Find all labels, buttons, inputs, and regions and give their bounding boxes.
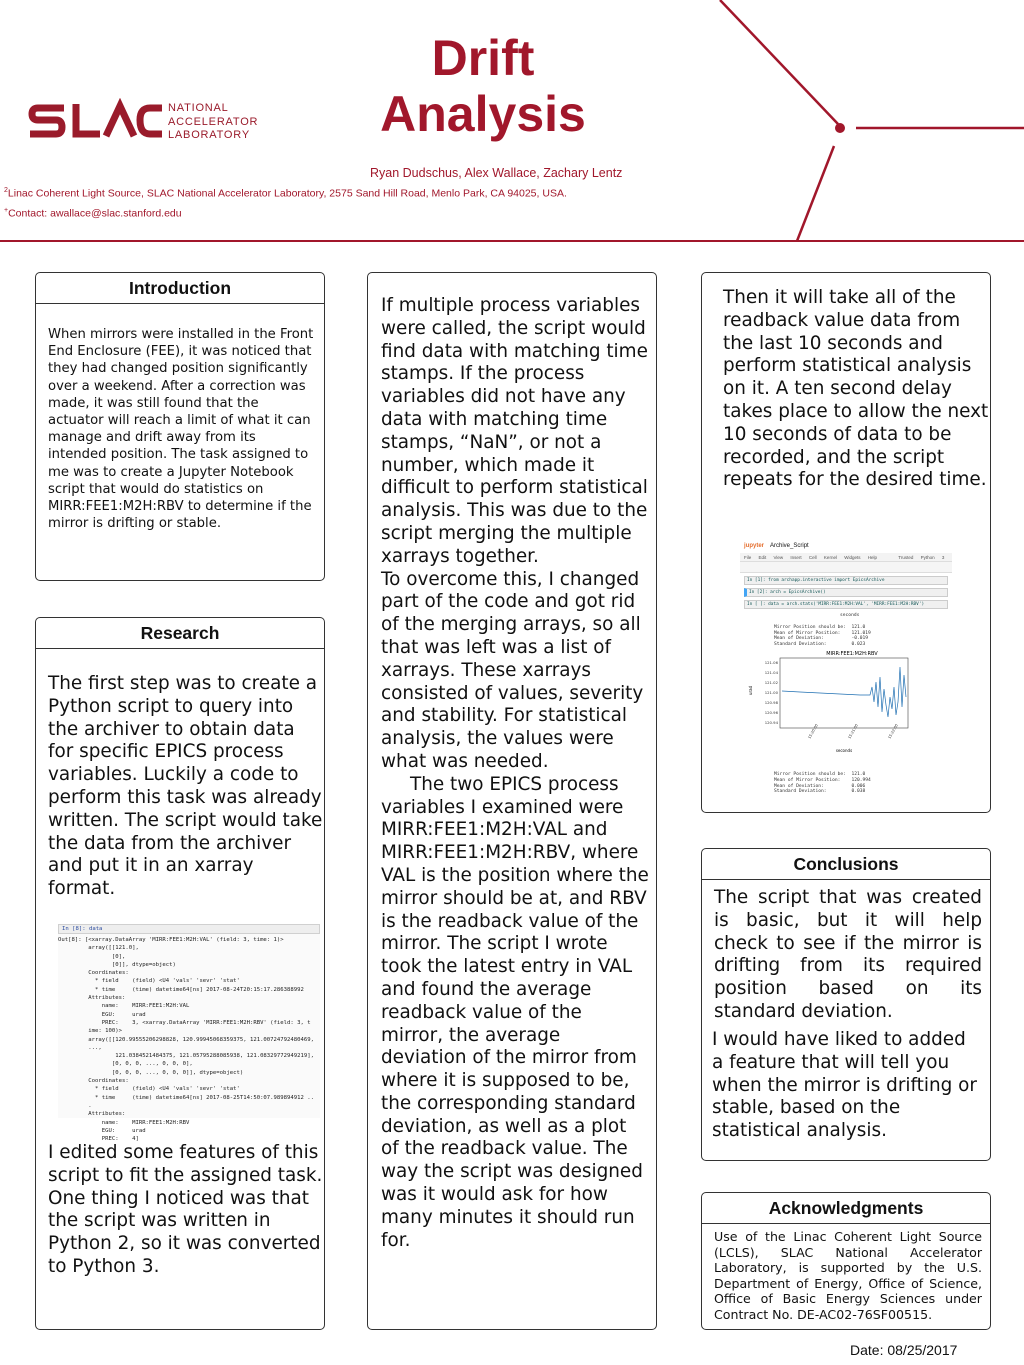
acknowledgments-body: Use of the Linac Coherent Light Source (LCLS), SLAC National Accelerator Laboratory, is supported by the U.S. Department of Energy, Office of Science, Office of Basic Energy Sciences under Contract No. DE-AC02-76SF00515.	[714, 1229, 982, 1322]
y-tick-1: 121.06	[764, 660, 778, 666]
notebook-header	[740, 539, 952, 553]
notebook-toolbar	[740, 562, 952, 573]
readback-series-line	[782, 667, 906, 717]
results-paragraph: Then it will take all of the readback value data from the last 10 seconds and perform statistical analysis on it. A ten second delay takes place to allow the next 10 seconds of data to be recorded, and the script repeats for the desired time.	[723, 287, 989, 491]
logo-line-3: LABORATORY	[168, 129, 250, 141]
conclusions-heading: Conclusions	[702, 849, 990, 880]
introduction-body: When mirrors were installed in the Front End Enclosure (FEE), it was noticed that they had changed position significantly over a weekend. After a correction was made, it was still found that the actuator will reach a limit of what it can manage and drift away from its intended position. The task assigned to me was to create a Jupyter Notebook script that would do statistics on MIRR:FEE1:M2H:RBV to determine if the mirror is drifting or stable.	[48, 327, 314, 532]
logo-line-1: NATIONAL	[168, 102, 229, 114]
notebook-cell-2: In [2]: arch = EpicsArchive()	[744, 588, 948, 597]
research-panel	[35, 617, 325, 1330]
notebook-menu	[740, 553, 952, 562]
code-screenshot	[58, 924, 320, 1143]
contact	[4, 207, 182, 220]
notebook-menu-items: File Edit View Insert Cell Kernel Widgets Help	[744, 555, 877, 560]
code-input: data	[88, 926, 103, 932]
notebook-name: Archive_Script	[770, 543, 809, 549]
notebook-cell-3: In [ ]: data = arch.stats('MIRR:FEE1:M2H:VAL', 'MIRR:FEE1:M2H:RBV')	[744, 600, 948, 609]
authors: Ryan Dudschus, Alex Wallace, Zachary Lentz	[370, 166, 623, 180]
y-tick-5: 120.98	[764, 700, 778, 706]
notebook-cell-1: In [1]: from archapp.interactive import EpicsArchive	[744, 576, 948, 585]
x-axis-label: seconds	[835, 748, 853, 754]
methods-panel	[367, 272, 657, 1330]
notebook-screenshot	[740, 539, 952, 811]
notebook-stats-1: Mirror Position should be: 121.0 Mean of Mirror Position: 121.019 Mean of Deviation: -0.019 Standard Deviation: 0.023	[774, 625, 871, 647]
conclusions-paragraph-1: The script that was created is basic, but it will help check to see if the mirror is drifting from its required position based on its standard deviation.	[714, 887, 982, 1022]
logo-line-2: ACCELERATOR	[168, 115, 259, 128]
affiliation-mark: 2	[4, 187, 8, 194]
methods-text	[381, 295, 649, 1252]
svg-text:15:20:00: 15:20:00	[807, 723, 819, 740]
notebook-axis-label-top: seconds	[840, 613, 860, 618]
svg-text:15:21:00: 15:21:00	[847, 723, 859, 740]
results-panel	[701, 272, 991, 813]
contact-text: Contact: awallace@slac.stanford.edu	[8, 207, 182, 220]
y-tick-3: 121.02	[764, 680, 778, 686]
y-tick-2: 121.04	[764, 670, 778, 676]
logo-wordmark	[168, 102, 258, 143]
readback-plot	[740, 647, 952, 767]
conclusions-paragraph-2: I would have liked to added a feature that will tell you when the mirror is drifting or stable, based on the statistical analysis.	[712, 1029, 977, 1142]
affiliation	[4, 187, 567, 200]
notebook-trusted: Trusted	[898, 555, 914, 560]
y-tick-7: 120.94	[764, 720, 778, 726]
methods-paragraph-1: If multiple process variables were called, the script would find data with matching time stamps. If the process variables did not have any data with matching time stamps, “NaN”, or not a number, which made it difficult to perform statistical analysis. This was due to the script merging the multiple xarrays together.	[381, 295, 648, 567]
code-output: Out[8]: [<xarray.DataArray 'MIRR:FEE1:M2H:VAL' (field: 3, time: 1)> array([[121.0], [0], [0]], dtype=object) Coordinates: * field (field) <U4 'vals' 'sevr' 'stat' * time (time) datetime64[ns] 2017-08-24T20:15:17.286388992 Attributes: name: MIRR:FEE1:M2H:VAL EGU: urad PREC: 3, <xarray.DataArray 'MIRR:FEE1:M2H:RBV' (field: 3, t ime: 100)> array([[120.99555206298828, 120.99945068359375, 121.00724792480469, ..., 121.0384521484375, 121.05795288085938, 121.08329772949219], [0, 0, 0, ..., 0, 0, 0], [0, 0, 0, ..., 0, 0, 0]], dtype=object) Coordinates: * field (field) <U4 'vals' 'sevr' 'stat' * time (time) datetime64[ns] 2017-08-25T14:50:07.989894912 .. . Attributes: name: MIRR:FEE1:M2H:RBV EGU: urad PREC: 4]	[58, 937, 314, 1143]
y-tick-6: 120.96	[764, 710, 778, 716]
research-paragraph-2: I edited some features of this script to fit the assigned task. One thing I noticed was that the script was written in Python 2, so it was converted to Python 3.	[48, 1142, 323, 1277]
y-axis-label: urad	[748, 686, 753, 696]
jupyter-logo-icon: jupyter	[744, 543, 765, 549]
methods-paragraph-2: To overcome this, I changed part of the code and got rid of the merging arrays, so all that was left was a list of xarrays. These xarrays consisted of values, severity and stability. For statistical analysis, the values were what was needed.	[381, 568, 644, 772]
poster-date: Date: 08/25/2017	[850, 1342, 958, 1358]
contact-mark: +	[4, 207, 9, 214]
introduction-heading: Introduction	[36, 273, 324, 304]
conclusions-panel	[701, 848, 991, 1161]
title-line-1: Drift	[431, 30, 535, 86]
notebook-kernel: Python 3	[920, 555, 945, 560]
research-paragraph-1: The first step was to create a Python script to query into the archiver to obtain data for specific EPICS process variables. Luckily a code to perform this task was already written. The script would take the data from the archiver and put it in an xarray format.	[48, 673, 323, 900]
research-heading: Research	[36, 618, 324, 649]
notebook-stats-2: Mirror Position should be: 121.0 Mean of Mirror Position: 120.994 Mean of Deviation: 0.006 Standard Deviation: 0.038	[774, 772, 871, 795]
methods-paragraph-3: The two EPICS process variables I examined were MIRR:FEE1:M2H:VAL and MIRR:FEE1:M2H:RBV, where VAL is the position where the mirror should be at, and RBV is the readback value of the mirror. The script I wrote took the latest entry in VAL and found the average readback value of the mirror, the average deviation of the mirror from where it is supposed to be, the corresponding standard deviation, as well as a plot of the readback value. The way the script was designed was it would ask for how many minutes it should run for.	[381, 773, 649, 1251]
code-prompt: In [8]:	[62, 926, 86, 932]
plot-title: MIRR:FEE1:M2H:RBV	[826, 651, 878, 658]
page-title	[340, 30, 626, 142]
y-tick-4: 121.00	[764, 690, 778, 696]
affiliation-text: Linac Coherent Light Source, SLAC National Accelerator Laboratory, 2575 Sand Hill Road, Menlo Park, CA 94025, USA.	[7, 187, 567, 200]
svg-text:15:22:00: 15:22:00	[887, 723, 899, 740]
acknowledgments-heading: Acknowledgments	[702, 1193, 990, 1224]
title-line-2: Analysis	[380, 86, 586, 142]
introduction-panel	[35, 272, 325, 581]
acknowledgments-panel	[701, 1192, 991, 1330]
code-input-cell	[58, 924, 320, 934]
